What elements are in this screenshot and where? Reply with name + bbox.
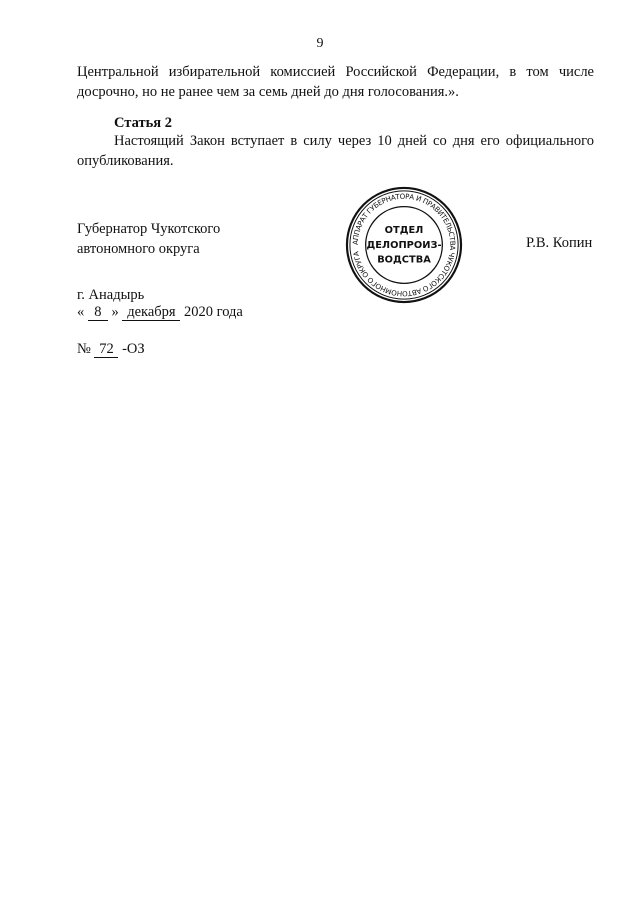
article-heading: Статья 2	[114, 115, 172, 131]
law-number	[77, 341, 145, 358]
law-number-suffix: -ОЗ	[122, 341, 145, 357]
signatory-position-line: автономного округа	[77, 241, 200, 257]
place-of-signing: г. Анадырь	[77, 287, 145, 303]
stamp-ring-text: АППАРАТ ГУБЕРНАТОРА И ПРАВИТЕЛЬСТВА ЧУКОТСКОГО АВТОНОМНОГО ОКРУГА	[350, 191, 458, 299]
date-year: 2020 года	[184, 304, 243, 320]
article-text-line: Настоящий Закон вступает в силу через 10 дней со дня его официального	[114, 133, 594, 149]
paragraph-line: Центральной избирательной комиссией Российской Федерации, в том числе	[77, 64, 594, 80]
date-open-quote: «	[77, 304, 85, 320]
article-text-line: опубликования.	[77, 153, 174, 169]
signatory-name: Р.В. Копин	[526, 235, 593, 251]
signatory-position-line: Губернатор Чукотского	[77, 221, 221, 237]
date-close-quote: »	[111, 304, 119, 320]
date-month: декабря	[122, 304, 180, 321]
stamp-center-line: ВОДСТВА	[377, 254, 431, 266]
official-stamp	[345, 186, 463, 304]
stamp-center-line: ДЕЛОПРОИЗ-	[366, 239, 442, 251]
paragraph-line: досрочно, но не ранее чем за семь дней до дня голосования.».	[77, 84, 459, 100]
law-number-prefix: №	[77, 341, 91, 357]
signing-date	[77, 304, 243, 321]
signatory-position	[77, 219, 220, 259]
date-day: 8	[88, 304, 108, 321]
page-number: 9	[316, 36, 324, 51]
law-number-value: 72	[94, 341, 118, 358]
stamp-center-line: ОТДЕЛ	[384, 225, 424, 237]
